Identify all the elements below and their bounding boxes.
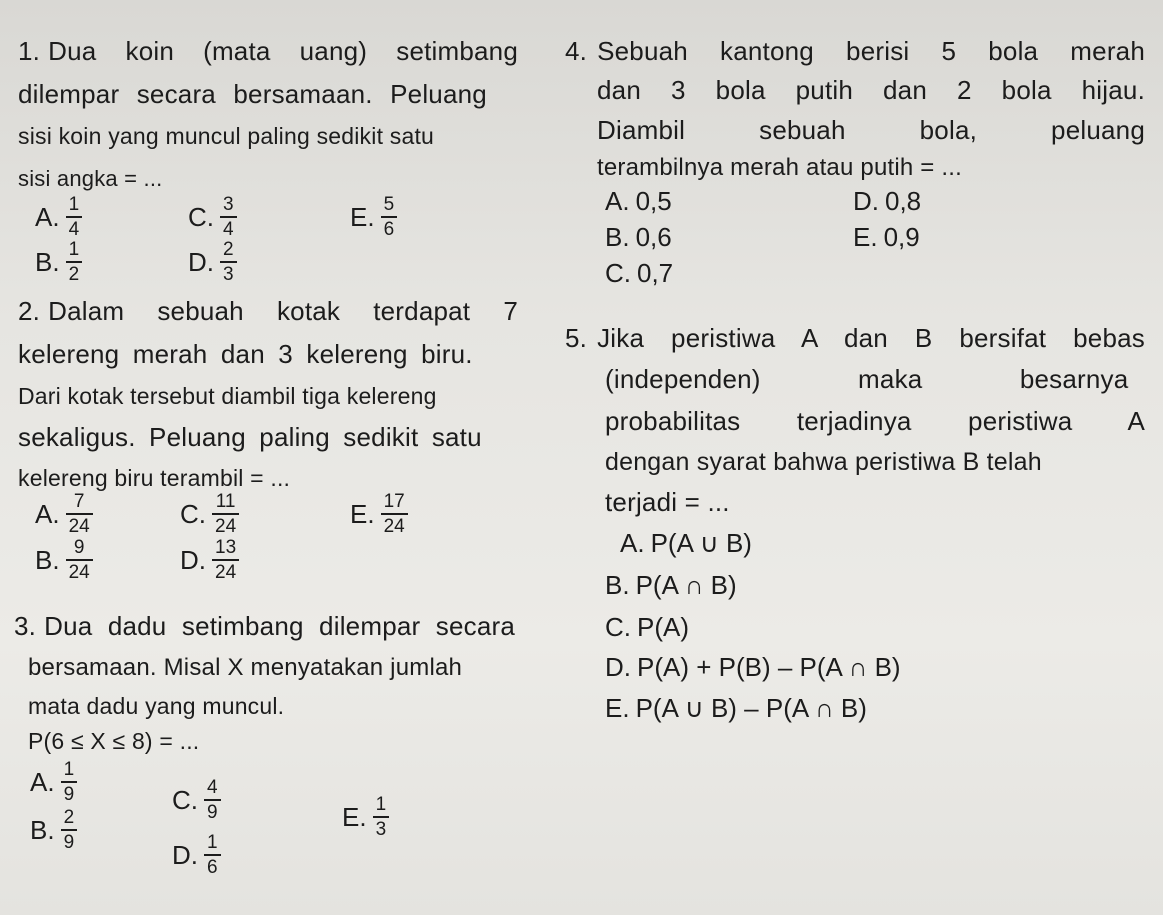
q5-option-b[interactable]: B. P(A ∩ B) (605, 570, 737, 600)
q4-option-d[interactable]: D. 0,8 (853, 186, 922, 216)
fraction: $\frac{1}{9}$ (61, 760, 78, 804)
q3-line-1: Dua dadu setimbang dilempar secara (44, 611, 516, 641)
q1-option-d[interactable]: D. $\frac{2}{3}$ (188, 240, 237, 284)
q4-line-1: Sebuah kantong berisi 5 bola merah (597, 36, 1145, 66)
question-3 (14, 610, 534, 757)
q5-line-5: terjadi = ... (605, 486, 730, 517)
q2-number: 2. (18, 296, 41, 326)
q4-number: 4. (565, 36, 588, 66)
fraction: $\frac{1}{6}$ (204, 833, 221, 877)
q3-option-e[interactable]: E. $\frac{1}{3}$ (342, 795, 389, 839)
q4-line-3: Diambil sebuah bola, peluang (597, 114, 1145, 145)
q5-line-3: probabilitas terjadinya peristiwa A (605, 405, 1145, 436)
q5-line-1: Jika peristiwa A dan B bersifat bebas (597, 323, 1145, 353)
fraction: $\frac{1}{2}$ (66, 240, 83, 284)
q5-option-d[interactable]: D. P(A) + P(B) – P(A ∩ B) (605, 652, 901, 682)
q1-number: 1. (18, 36, 41, 66)
q1-line-4: sisi angka = ... (18, 165, 163, 191)
q5-line-2: (independen) maka besarnya (605, 364, 1129, 395)
q4-line-2: dan 3 bola putih dan 2 bola hijau. (597, 75, 1145, 106)
q3-line-4: P(6 ≤ X ≤ 8) = ... (28, 728, 200, 755)
q2-line-2: kelereng merah dan 3 kelereng biru. (18, 339, 473, 370)
q3-option-c[interactable]: C. $\frac{4}{9}$ (172, 778, 221, 822)
question-4 (565, 35, 1145, 184)
question-1 (18, 35, 518, 193)
q1-option-b[interactable]: B. $\frac{1}{2}$ (35, 240, 82, 284)
q3-number: 3. (14, 611, 37, 641)
q4-option-b[interactable]: B. 0,6 (605, 222, 672, 252)
question-2 (18, 295, 518, 494)
question-5 (565, 322, 1145, 519)
q1-option-c[interactable]: C. $\frac{3}{4}$ (188, 195, 237, 239)
q1-line-1: Dua koin (mata uang) setimbang (48, 36, 518, 66)
q2-option-e[interactable]: E. $\frac{17}{24}$ (350, 492, 408, 536)
q1-option-a[interactable]: A. $\frac{1}{4}$ (35, 195, 82, 239)
q3-option-a[interactable]: A. $\frac{1}{9}$ (30, 760, 77, 804)
fraction: $\frac{7}{24}$ (66, 492, 93, 536)
q2-line-5: kelereng biru terambil = ... (18, 465, 291, 492)
q4-option-e[interactable]: E. 0,9 (853, 222, 920, 252)
fraction: $\frac{11}{24}$ (212, 492, 239, 536)
q3-line-3: mata dadu yang muncul. (28, 692, 285, 719)
fraction: $\frac{4}{9}$ (204, 778, 221, 822)
q5-option-a[interactable]: A. P(A ∪ B) (620, 528, 752, 558)
q2-line-4: sekaligus. Peluang paling sedikit satu (18, 421, 482, 452)
q2-option-b[interactable]: B. $\frac{9}{24}$ (35, 538, 93, 582)
fraction: $\frac{5}{6}$ (381, 195, 398, 239)
q4-option-c[interactable]: C. 0,7 (605, 258, 674, 288)
fraction: $\frac{9}{24}$ (66, 538, 93, 582)
q2-option-d[interactable]: D. $\frac{13}{24}$ (180, 538, 239, 582)
q2-line-3: Dari kotak tersebut diambil tiga kelereng (18, 382, 437, 409)
q4-line-4: terambilnya merah atau putih = ... (597, 153, 962, 181)
fraction: $\frac{1}{4}$ (66, 195, 83, 239)
q2-option-a[interactable]: A. $\frac{7}{24}$ (35, 492, 93, 536)
q5-line-4: dengan syarat bahwa peristiwa B telah (605, 447, 1042, 476)
q1-line-2: dilempar secara bersamaan. Peluang (18, 79, 487, 110)
q1-option-e[interactable]: E. $\frac{5}{6}$ (350, 195, 397, 239)
q1-line-3: sisi koin yang muncul paling sedikit satu (18, 122, 435, 149)
q3-line-2: bersamaan. Misal X menyatakan jumlah (28, 654, 463, 682)
q3-option-b[interactable]: B. $\frac{2}{9}$ (30, 808, 77, 852)
q5-option-e[interactable]: E. P(A ∪ B) – P(A ∩ B) (605, 693, 867, 723)
fraction: $\frac{2}{9}$ (61, 808, 78, 852)
fraction: $\frac{3}{4}$ (220, 195, 237, 239)
fraction: $\frac{1}{3}$ (373, 795, 390, 839)
q5-number: 5. (565, 323, 588, 353)
fraction: $\frac{17}{24}$ (381, 492, 408, 536)
fraction: $\frac{13}{24}$ (212, 538, 239, 582)
q4-option-a[interactable]: A. 0,5 (605, 186, 672, 216)
q5-option-c[interactable]: C. P(A) (605, 612, 689, 642)
fraction: $\frac{2}{3}$ (220, 240, 237, 284)
q3-option-d[interactable]: D. $\frac{1}{6}$ (172, 833, 221, 877)
q2-line-1: Dalam sebuah kotak terdapat 7 (48, 296, 518, 326)
q2-option-c[interactable]: C. $\frac{11}{24}$ (180, 492, 239, 536)
